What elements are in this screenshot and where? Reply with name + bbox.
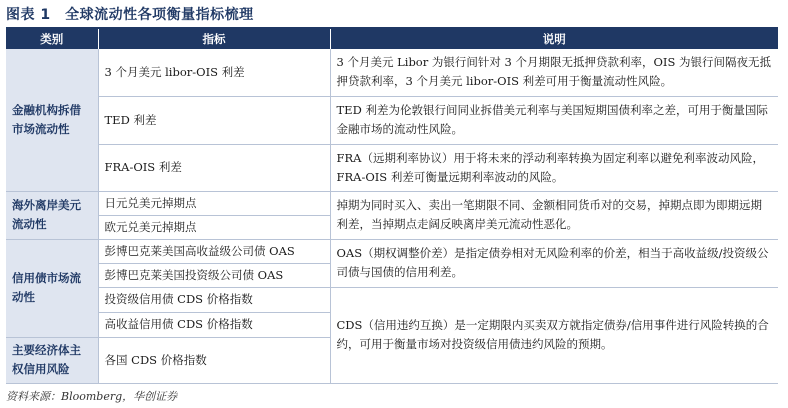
description-cell: 掉期为同时买入、卖出一笔期限不同、金额相同货币对的交易，掉期点即为即期远期利差，当掉期点走阔反映离岸美元流动性恶化。	[330, 191, 778, 239]
header-description: 说明	[330, 29, 778, 49]
category-cell: 海外离岸美元流动性	[6, 191, 98, 239]
table-row	[6, 191, 778, 215]
header-row	[6, 29, 778, 49]
indicator-cell: 日元兑美元掉期点	[98, 191, 330, 215]
source-note: 资料来源：Bloomberg，华创证券	[6, 390, 178, 403]
table-title: 图表 1 全球流动性各项衡量指标梳理	[6, 7, 254, 23]
description-cell: CDS（信用违约互换）是一定期限内买卖双方就指定债券/信用事件进行风险转换的合约，可用于衡量市场对投资级信用债违约风险的预期。	[330, 287, 778, 383]
description-cell: OAS（期权调整价差）是指定债券相对无风险利率的价差，相当于高收益级/投资级公司债与国债的信用利差。	[330, 239, 778, 287]
indicator-cell: 欧元兑美元掉期点	[98, 215, 330, 239]
category-cell: 信用债市场流动性	[6, 239, 98, 337]
table-row	[6, 49, 778, 96]
description-cell: 3 个月美元 Libor 为银行间针对 3 个月期限无抵押贷款利率，OIS 为银行间隔夜无抵押贷款利率，3 个月美元 libor-OIS 利差可用于衡量流动性风险。	[330, 49, 778, 96]
header-indicator: 指标	[98, 29, 330, 49]
description-cell: TED 利差为伦敦银行间同业拆借美元利率与美国短期国债利率之差，可用于衡量国际金融市场的流动性风险。	[330, 96, 778, 144]
indicator-cell: 投资级信用债 CDS 价格指数	[98, 287, 330, 312]
table-row	[6, 96, 778, 144]
category-cell: 金融机构拆借市场流动性	[6, 49, 98, 191]
indicator-cell: 彭博巴克莱美国高收益级公司债 OAS	[98, 239, 330, 263]
indicator-cell: FRA-OIS 利差	[98, 144, 330, 191]
header-category: 类别	[6, 29, 98, 49]
description-cell: FRA（远期利率协议）用于将未来的浮动利率转换为固定利率以避免利率波动风险，FRA-OIS 利差可衡量远期利率波动的风险。	[330, 144, 778, 191]
indicator-cell: 3 个月美元 libor-OIS 利差	[98, 49, 330, 96]
indicator-cell: TED 利差	[98, 96, 330, 144]
indicator-cell: 各国 CDS 价格指数	[98, 337, 330, 383]
table-row	[6, 287, 778, 312]
category-cell: 主要经济体主权信用风险	[6, 337, 98, 383]
indicator-cell: 彭博巴克莱美国投资级公司债 OAS	[98, 263, 330, 287]
indicator-table	[6, 29, 778, 384]
table-row	[6, 144, 778, 191]
table-row	[6, 239, 778, 263]
indicator-cell: 高收益信用债 CDS 价格指数	[98, 312, 330, 337]
